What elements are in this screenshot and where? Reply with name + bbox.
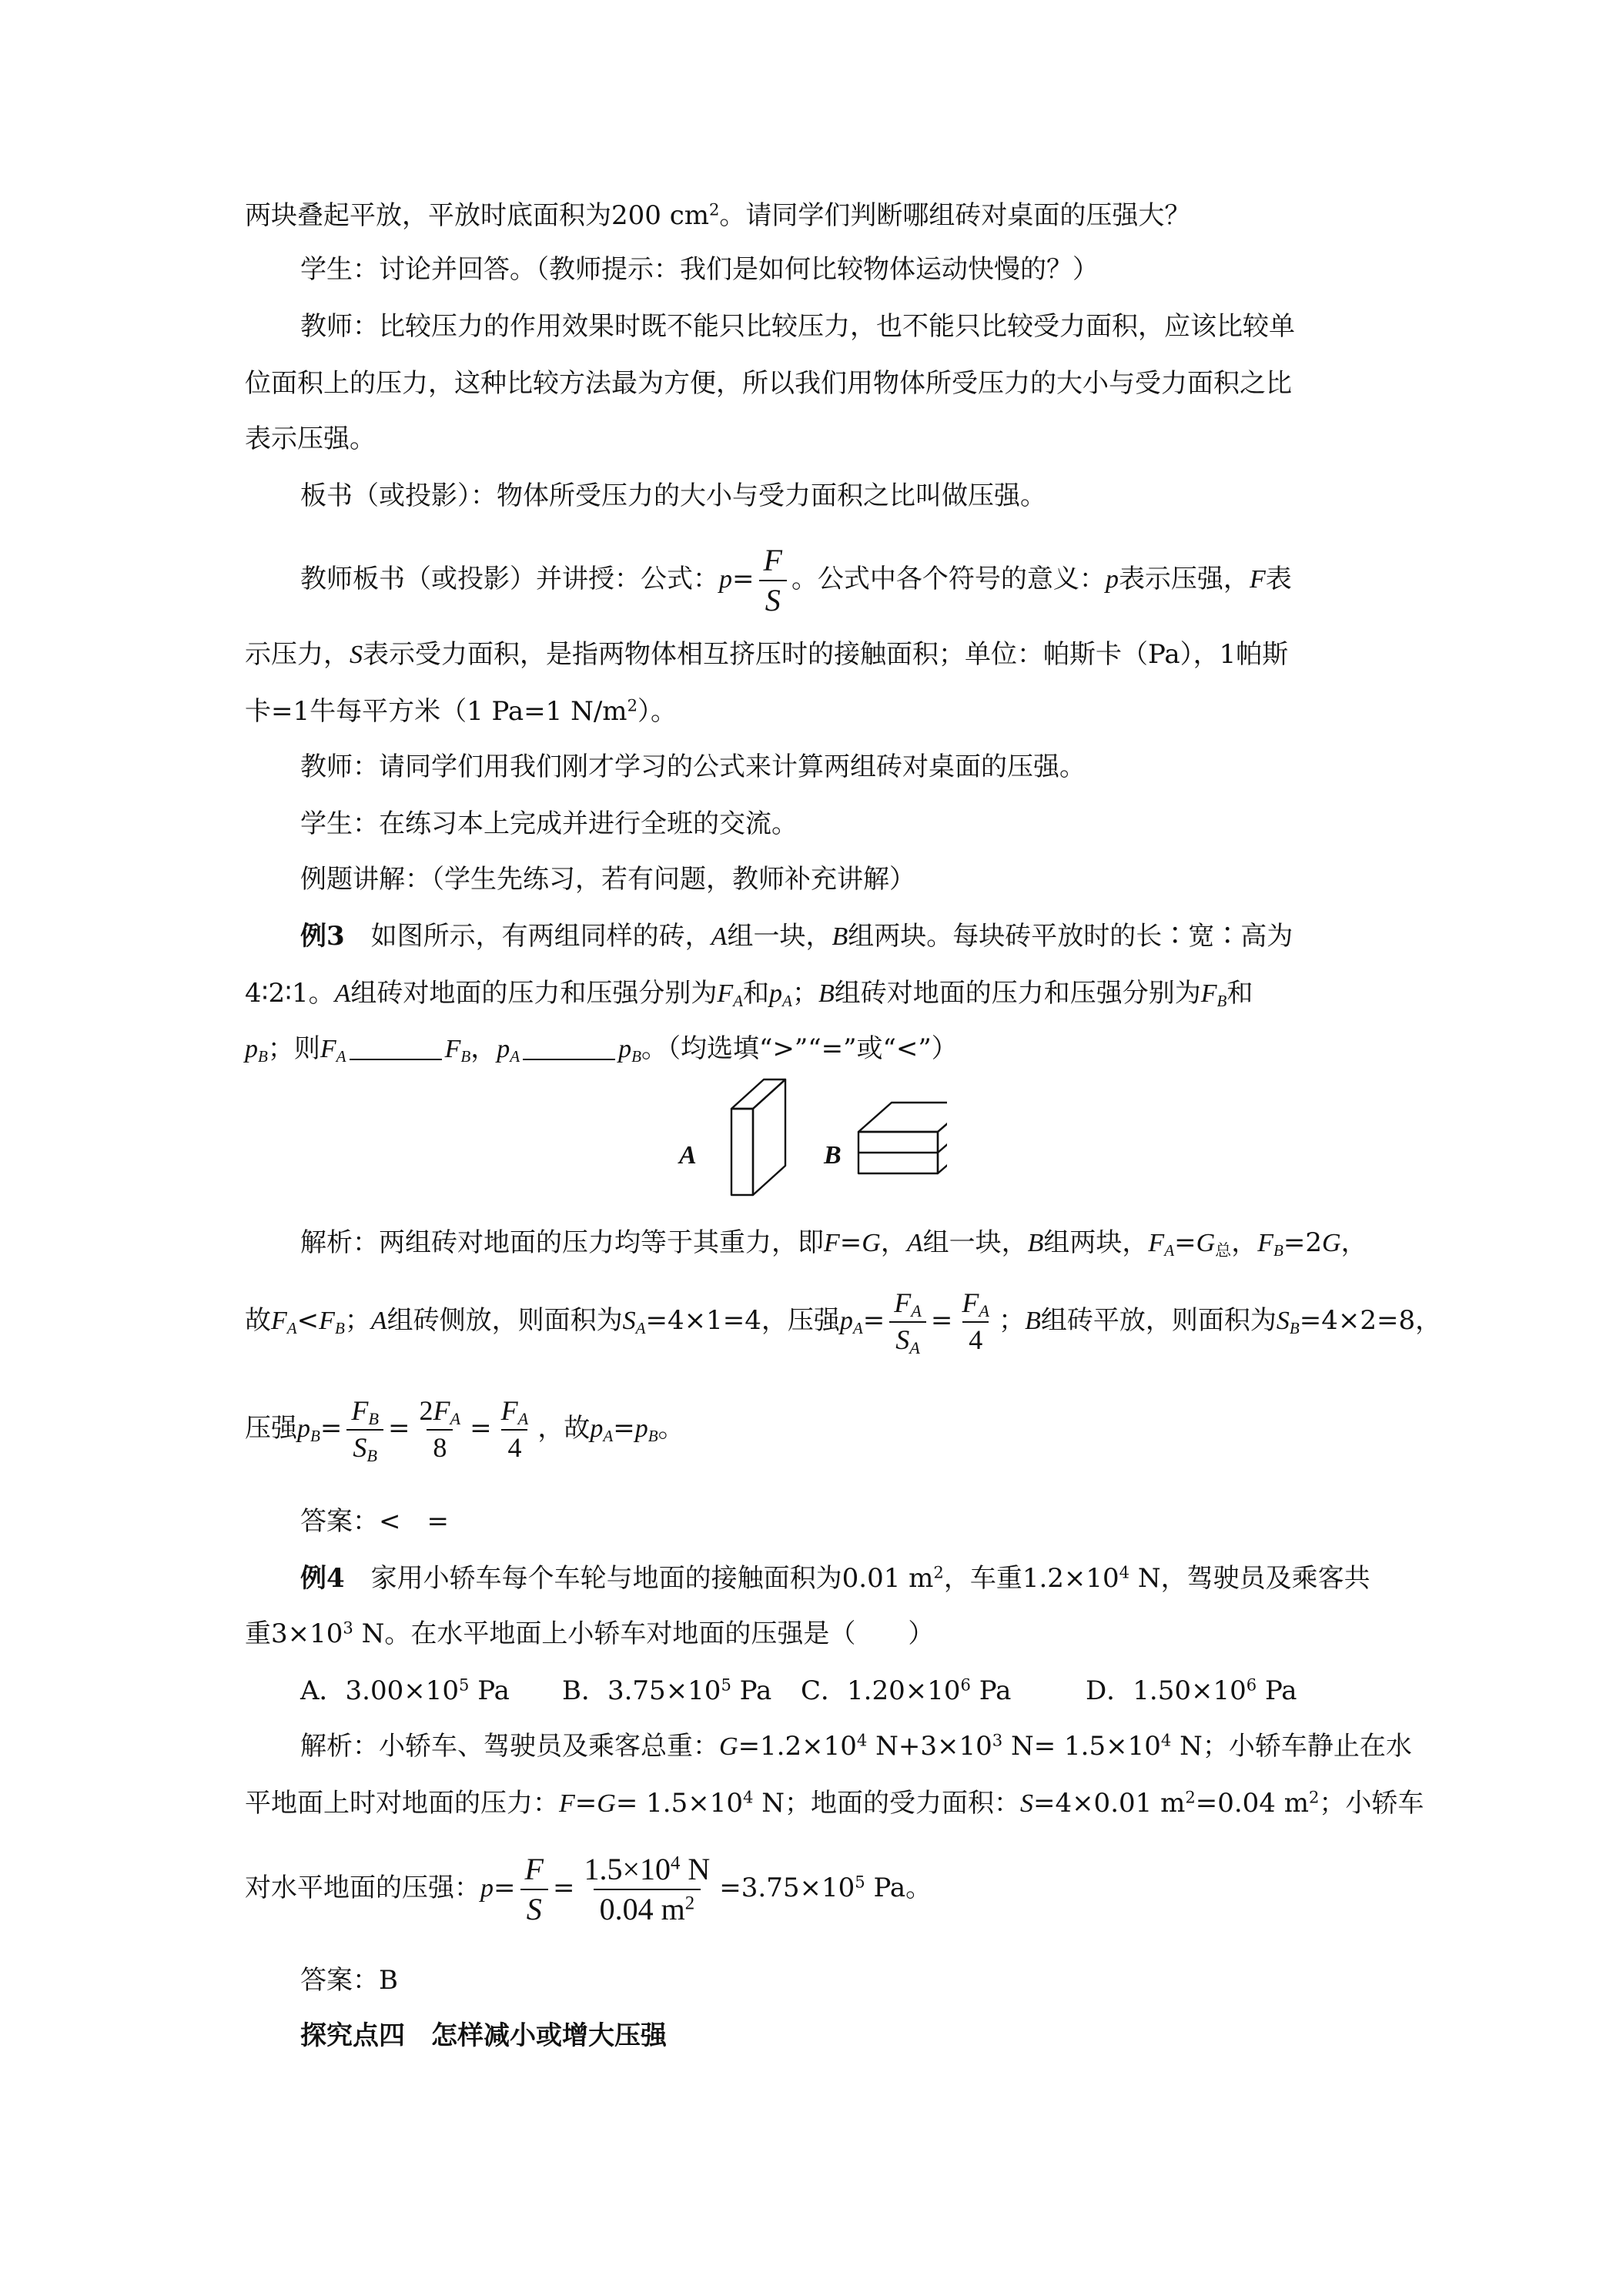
text: =	[1174, 1227, 1196, 1258]
text-line	[300, 465, 1431, 527]
text: =	[574, 1788, 597, 1819]
symbol: F	[559, 1789, 575, 1818]
text: 位面积上的压力，这种比较方法最为方便，所以我们用物体所受压力的大小与受力面积之比	[245, 368, 1292, 399]
symbol: F	[500, 1395, 518, 1427]
answer-4	[300, 1950, 1431, 2011]
fraction	[519, 1853, 550, 1926]
text: 4∶2∶1。	[245, 978, 335, 1009]
symbol: p	[618, 1035, 632, 1063]
denominator: 4	[501, 1429, 527, 1463]
text: 和	[743, 978, 770, 1009]
fraction	[758, 544, 788, 617]
symbol: A	[334, 979, 351, 1008]
example-label: 例4	[300, 1563, 345, 1594]
symbol: F	[717, 979, 734, 1008]
symbol: S	[1276, 1307, 1290, 1335]
superscript: 2	[933, 1562, 944, 1582]
brick-a-side	[753, 1079, 785, 1195]
symbol: F	[962, 1287, 979, 1319]
denominator: 4	[962, 1321, 989, 1355]
numerator	[577, 1853, 716, 1889]
superscript: 2	[627, 695, 637, 715]
brick-b-top	[858, 1103, 947, 1132]
fraction	[577, 1853, 716, 1926]
text: =	[613, 1413, 635, 1444]
superscript: 5	[459, 1675, 470, 1695]
numerator	[495, 1397, 535, 1429]
option-c[interactable]	[801, 1660, 1086, 1722]
text: 故	[245, 1305, 271, 1336]
text-line	[245, 185, 1431, 246]
text: 解析：两组砖对地面的压力均等于其重力，即	[300, 1227, 824, 1258]
symbol: p	[480, 1874, 494, 1903]
superscript: 4	[1160, 1730, 1172, 1750]
subscript: A	[1164, 1240, 1175, 1260]
text: 两块叠起平放，平放时底面积为200 cm	[245, 200, 709, 231]
text: Pa。	[865, 1873, 932, 1903]
subscript: A	[517, 1409, 529, 1429]
numerator	[955, 1289, 996, 1321]
solution-3-line: 故$F_A<F_B$；A组砖侧放，则面积为$S_A=4\times 1=4$，压强$p_A=$ $\frac{F_A}{S_A}$ = $\frac{F_A}{4}$ ；B组砖平放，则面积为$S_B=4\times 2=8$，	[245, 1287, 1442, 1358]
text: 。	[658, 1413, 684, 1444]
symbol: F	[319, 1307, 335, 1335]
subscript: A	[979, 1301, 990, 1321]
symbol: F	[1200, 979, 1217, 1008]
text: N	[680, 1852, 711, 1886]
brick-b-side	[938, 1103, 947, 1173]
symbol: F	[444, 1035, 461, 1063]
symbol: F	[320, 1035, 336, 1063]
denominator	[594, 1889, 701, 1926]
text-line	[300, 793, 1431, 855]
text-line	[300, 239, 1431, 300]
symbol: F	[894, 1287, 912, 1319]
text: 学生：讨论并回答。（教师提示：我们是如何比较物体运动快慢的？）	[300, 254, 1099, 285]
symbol: p	[719, 565, 732, 594]
text: 解析：小轿车、驾驶员及乘客总重：	[300, 1731, 719, 1762]
brick-drawing	[670, 1072, 947, 1203]
brick-a-front	[731, 1109, 753, 1195]
text: Pa	[731, 1675, 772, 1706]
symbol: A	[370, 1307, 387, 1335]
text: =	[839, 1227, 862, 1258]
text: N；地面的受力面积：	[753, 1788, 1020, 1819]
fraction	[413, 1397, 467, 1463]
text: =	[552, 1873, 575, 1903]
example-label: 例3	[300, 921, 345, 952]
text: =0.04 m	[1195, 1788, 1309, 1819]
text: 0.04 m	[599, 1892, 685, 1926]
subscript: B	[1216, 991, 1227, 1010]
example-3-line	[300, 905, 1431, 967]
subscript: A	[733, 991, 744, 1010]
subscript: A	[852, 1318, 863, 1337]
symbol: B	[1027, 1229, 1044, 1257]
denominator: S	[520, 1889, 548, 1926]
fraction	[345, 1395, 385, 1466]
text: 表示压强。	[245, 423, 376, 454]
symbol: S	[350, 641, 363, 669]
fraction	[955, 1289, 996, 1355]
text: 。公式中各个符号的意义：	[791, 564, 1106, 594]
text: =	[388, 1413, 410, 1444]
text: 。请同学们判断哪组砖对桌面的压强大？	[719, 200, 1191, 231]
text: B．3.75×10	[562, 1675, 721, 1706]
symbol: p	[245, 1035, 258, 1063]
subscript: A	[635, 1318, 646, 1337]
text: 对水平地面的压强：	[245, 1873, 480, 1903]
solution-4-line	[245, 1772, 1431, 1834]
option-d[interactable]	[1086, 1660, 1297, 1722]
text: =	[470, 1413, 492, 1444]
superscript: 6	[1246, 1675, 1257, 1695]
text: =	[732, 564, 755, 594]
text: <	[296, 1305, 320, 1336]
symbol: A	[906, 1229, 923, 1257]
symbol: p	[634, 1414, 648, 1443]
numerator: F	[763, 543, 782, 577]
text: 平地面上时对地面的压力：	[245, 1788, 559, 1819]
superscript: 5	[855, 1872, 865, 1892]
symbol: p	[839, 1307, 853, 1335]
text: ；	[791, 978, 818, 1009]
denominator: S	[759, 580, 787, 617]
subscript: A	[450, 1409, 461, 1429]
example-4-line	[300, 1548, 1431, 1609]
text: 示压力，	[245, 639, 350, 670]
symbol: F	[271, 1307, 287, 1335]
text-line	[300, 296, 1431, 357]
text: 。（均选填“>”“=”或“<”）	[641, 1033, 958, 1064]
text: =4×1=4，压强	[645, 1305, 840, 1336]
text: 学生：在练习本上完成并进行全班的交流。	[300, 808, 798, 839]
symbol: p	[769, 979, 783, 1008]
text: 组两块，	[1043, 1227, 1149, 1258]
text: 组砖侧放，则面积为	[387, 1305, 623, 1336]
subscript: B	[1289, 1318, 1300, 1337]
subscript: B	[631, 1046, 642, 1066]
text: 探究点四 怎样减小或增大压强	[300, 2020, 667, 2051]
symbol: p	[497, 1035, 510, 1063]
answer-blank[interactable]	[523, 1036, 615, 1060]
text: 组一块，	[922, 1227, 1028, 1258]
subscript: B	[258, 1046, 268, 1066]
subscript: A	[286, 1318, 297, 1337]
text: 组两块。每块砖平放时的长∶宽∶高为	[848, 921, 1293, 952]
solution-3-line	[245, 1386, 1431, 1471]
text: =	[320, 1413, 343, 1444]
superscript: 3	[992, 1730, 1003, 1750]
text: 表	[1265, 564, 1292, 594]
text: Pa	[469, 1675, 510, 1706]
text: ）。	[637, 696, 677, 727]
text: =4×2=8，	[1299, 1305, 1442, 1336]
text: 如图所示，有两组同样的砖，	[370, 921, 711, 952]
symbol: S	[1019, 1789, 1033, 1818]
text: ；	[999, 1305, 1026, 1336]
symbol: F	[824, 1229, 840, 1257]
symbol: S	[353, 1432, 367, 1463]
subscript: B	[648, 1426, 658, 1445]
example-4-line	[245, 1603, 1431, 1665]
formula-line	[300, 539, 1431, 619]
subscript: A	[510, 1046, 520, 1066]
text: =2	[1283, 1227, 1323, 1258]
superscript: 6	[960, 1675, 971, 1695]
text: ；则	[267, 1033, 320, 1064]
symbol: G	[862, 1229, 881, 1257]
subscript: B	[334, 1318, 345, 1337]
superscript: 2	[1185, 1787, 1196, 1807]
symbol: G	[597, 1789, 616, 1818]
symbol: B	[1025, 1307, 1041, 1335]
solution-3-line: 解析：两组砖对地面的压力均等于其重力，即F=G，A组一块，B组两块，$F_A=G_总$，$F_B=2G$，	[300, 1227, 1367, 1260]
superscript: 3	[343, 1618, 353, 1638]
text: =4×0.01 m	[1032, 1788, 1186, 1819]
text: ，	[470, 1033, 497, 1064]
superscript: 2	[684, 1893, 695, 1914]
option-b[interactable]	[562, 1660, 801, 1722]
superscript: 2	[708, 199, 720, 219]
text: =	[494, 1873, 516, 1903]
subscript: B	[310, 1426, 320, 1445]
text: D．1.50×10	[1086, 1675, 1247, 1706]
text: N；小轿车静止在水	[1171, 1731, 1412, 1762]
symbol: p	[590, 1414, 604, 1443]
denominator	[889, 1321, 926, 1358]
symbol: B	[832, 922, 848, 951]
text-line	[245, 408, 1431, 470]
text: A．3.00×10	[300, 1675, 460, 1706]
text: ，车重1.2×10	[943, 1563, 1119, 1594]
text: 组砖对地面的压力和压强分别为	[350, 978, 718, 1009]
section-heading	[300, 2005, 1431, 2067]
example-3-line	[245, 962, 1431, 1024]
symbol: A	[711, 922, 728, 951]
subscript: A	[909, 1338, 920, 1358]
text: N= 1.5×10	[1002, 1731, 1161, 1762]
superscript: 4	[671, 1853, 681, 1874]
superscript: 4	[1119, 1562, 1130, 1582]
text: = 1.5×10	[615, 1788, 743, 1819]
symbol: S	[622, 1307, 636, 1335]
option-a[interactable]	[300, 1660, 562, 1722]
subscript: B	[1273, 1240, 1283, 1260]
symbol: G	[1322, 1229, 1341, 1257]
figure-label-a: A	[679, 1141, 697, 1170]
symbol: F	[1257, 1229, 1273, 1257]
answer-blank[interactable]	[350, 1036, 442, 1060]
text: 答案：B	[300, 1965, 398, 1996]
symbol: G	[719, 1732, 738, 1761]
symbol: p	[1105, 565, 1119, 594]
text: 家用小轿车每个车轮与地面的接触面积为0.01 m	[370, 1563, 934, 1594]
subscript: A	[603, 1426, 614, 1445]
subscript: B	[368, 1409, 380, 1429]
text: N+3×10	[867, 1731, 992, 1762]
subscript: B	[460, 1046, 471, 1066]
text: 表示受力面积，是指两物体相互挤压时的接触面积；单位：帕斯卡（Pa），1帕斯	[363, 639, 1289, 670]
text: 压强	[245, 1413, 297, 1444]
symbol: F	[1148, 1229, 1165, 1257]
superscript: 2	[1308, 1787, 1320, 1807]
text: 教师板书（或投影）并讲授：公式：	[300, 564, 719, 594]
text-line	[300, 848, 1431, 910]
text: =1.2×10	[738, 1731, 857, 1762]
text: =	[862, 1305, 885, 1336]
text-line	[245, 624, 1431, 685]
fraction	[888, 1287, 928, 1358]
text: 教师：请同学们用我们刚才学习的公式来计算两组砖对桌面的压强。	[300, 751, 1086, 782]
example-3-line	[245, 1018, 1431, 1079]
subscript: A	[911, 1301, 922, 1321]
text: 2	[419, 1395, 433, 1427]
text: 答案：< =	[300, 1506, 449, 1537]
denominator: 8	[427, 1429, 453, 1463]
solution-4-line	[300, 1715, 1431, 1777]
text: 例题讲解：（学生先练习，若有问题，教师补充讲解）	[300, 864, 915, 895]
text: N。在水平地面上小轿车对地面的压强是（ ）	[353, 1618, 935, 1649]
numerator	[345, 1397, 385, 1429]
numerator	[413, 1397, 467, 1429]
text: 1.5×10	[584, 1852, 671, 1886]
subscript: B	[366, 1446, 378, 1466]
text: 板书（或投影）：物体所受压力的大小与受力面积之比叫做压强。	[300, 480, 1046, 511]
text-line	[245, 353, 1431, 414]
superscript: 4	[742, 1787, 754, 1807]
text: 组一块，	[727, 921, 832, 952]
numerator	[888, 1289, 928, 1321]
symbol: F	[351, 1395, 369, 1427]
numerator: F	[524, 1852, 544, 1886]
text: 组砖对地面的压力和压强分别为	[834, 978, 1201, 1009]
subscript: 总	[1215, 1240, 1232, 1260]
text: ，故	[537, 1413, 591, 1444]
denominator	[346, 1429, 383, 1466]
text: Pa	[970, 1675, 1012, 1706]
text: Pa	[1257, 1675, 1297, 1706]
text: 卡=1牛每平方米（1 Pa=1 N/m	[245, 696, 627, 727]
symbol: p	[297, 1414, 310, 1443]
subscript: A	[782, 991, 792, 1010]
symbol: F	[1249, 565, 1266, 594]
text: ；小轿车	[1319, 1788, 1424, 1819]
text: C．1.20×10	[801, 1675, 961, 1706]
brick-figure	[670, 1072, 947, 1203]
solution-4-line	[245, 1842, 1431, 1934]
text: 教师：比较压力的作用效果时既不能只比较压力，也不能只比较受力面积，应该比较单	[300, 311, 1295, 342]
text: =3.75×10	[719, 1873, 855, 1903]
fraction	[495, 1397, 535, 1463]
text: =	[930, 1305, 953, 1336]
options-line	[300, 1660, 1431, 1722]
symbol: G	[1196, 1229, 1216, 1257]
symbol: S	[895, 1324, 910, 1355]
text-line	[300, 736, 1431, 798]
text: 和	[1226, 978, 1253, 1009]
superscript: 4	[856, 1730, 868, 1750]
text: 重3×10	[245, 1618, 343, 1649]
text: 组砖平放，则面积为	[1040, 1305, 1277, 1336]
symbol: F	[433, 1395, 450, 1427]
text: N，驾驶员及乘客共	[1129, 1563, 1370, 1594]
superscript: 5	[721, 1675, 731, 1695]
subscript: A	[336, 1046, 346, 1066]
answer-3	[300, 1491, 1431, 1552]
symbol: B	[818, 979, 835, 1008]
text-line	[245, 681, 1431, 742]
text: 表示压强，	[1118, 564, 1250, 594]
figure-label-b: B	[824, 1141, 842, 1170]
